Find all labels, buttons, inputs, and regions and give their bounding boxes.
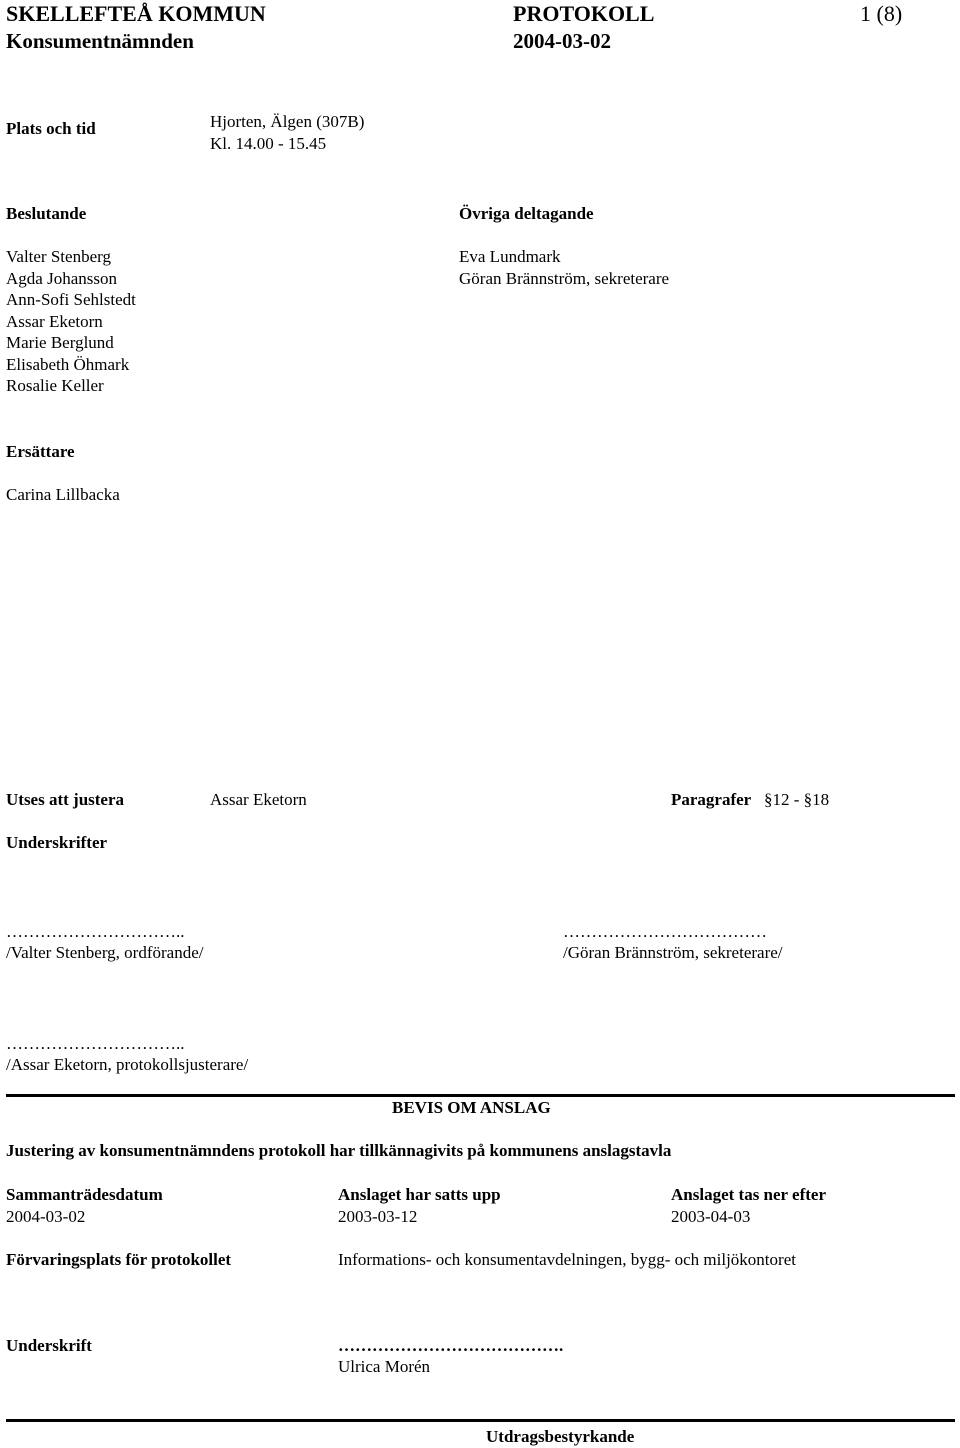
footer-divider [6, 1419, 955, 1422]
committee-name: Konsumentnämnden [6, 29, 194, 53]
removal-date-label: Anslaget tas ner efter [671, 1185, 827, 1204]
substitutes-label: Ersättare [6, 442, 75, 461]
other-participants-list [459, 246, 669, 289]
page-number: 1 (8) [860, 1, 903, 26]
organization-name: SKELLEFTEÅ KOMMUN [6, 1, 266, 26]
footer-label: Utdragsbestyrkande [486, 1427, 635, 1446]
storage-label: Förvaringsplats för protokollet [6, 1250, 232, 1269]
decision-makers-list [6, 246, 136, 397]
list-item: Valter Stenberg [6, 247, 111, 266]
signature-line-secretary: ……………………………… [563, 922, 767, 941]
removal-date-value: 2003-04-03 [671, 1207, 751, 1226]
secretary-signature-name: /Göran Brännström, sekreterare/ [563, 943, 783, 962]
decision-makers-label: Beslutande [6, 204, 87, 223]
notice-text: Justering av konsumentnämndens protokoll har tillkännagivits på kommunens anslagstavla [6, 1141, 672, 1160]
meeting-date-value: 2004-03-02 [6, 1207, 86, 1226]
list-item: Marie Berglund [6, 333, 114, 352]
other-participants-label: Övriga deltagande [459, 204, 594, 223]
paragraphs-range: §12 - §18 [764, 790, 830, 809]
signature-label: Underskrift [6, 1336, 92, 1355]
adjuster-signature-name: /Assar Eketorn, protokollsjusterare/ [6, 1055, 249, 1074]
list-item: Ann-Sofi Sehlstedt [6, 290, 136, 309]
posted-date-label: Anslaget har satts upp [338, 1185, 501, 1204]
place-time-label: Plats och tid [6, 119, 96, 138]
list-item: Elisabeth Öhmark [6, 354, 130, 374]
list-item: Göran Brännström, sekreterare [459, 268, 670, 288]
chair-signature-name: /Valter Stenberg, ordförande/ [6, 943, 204, 962]
meeting-date-label: Sammanträdesdatum [6, 1185, 163, 1204]
notice-title: BEVIS OM ANSLAG [392, 1098, 551, 1117]
meeting-time: Kl. 14.00 - 15.45 [210, 134, 327, 153]
substitute-name: Carina Lillbacka [6, 485, 120, 504]
list-item: Eva Lundmark [459, 247, 561, 266]
signer-name: Ulrica Morén [338, 1357, 431, 1376]
adjuster-label: Utses att justera [6, 790, 125, 809]
posted-date-value: 2003-03-12 [338, 1207, 418, 1226]
meeting-place: Hjorten, Älgen (307B) [210, 112, 365, 131]
signatures-label: Underskrifter [6, 833, 108, 852]
adjuster-name: Assar Eketorn [210, 790, 307, 809]
signature-line-chair: ………………………….. [6, 922, 185, 941]
storage-value: Informations- och konsumentavdelningen, bygg- och miljökontoret [338, 1250, 796, 1269]
meeting-date: 2004-03-02 [513, 29, 611, 53]
signature-line: …………………………………. [338, 1336, 564, 1355]
signature-line-adjuster: ………………………….. [6, 1034, 185, 1053]
paragraphs-label: Paragrafer [671, 790, 752, 809]
list-item: Assar Eketorn [6, 311, 103, 331]
list-item: Rosalie Keller [6, 376, 104, 395]
list-item: Agda Johansson [6, 268, 117, 288]
document-type: PROTOKOLL [513, 1, 655, 26]
